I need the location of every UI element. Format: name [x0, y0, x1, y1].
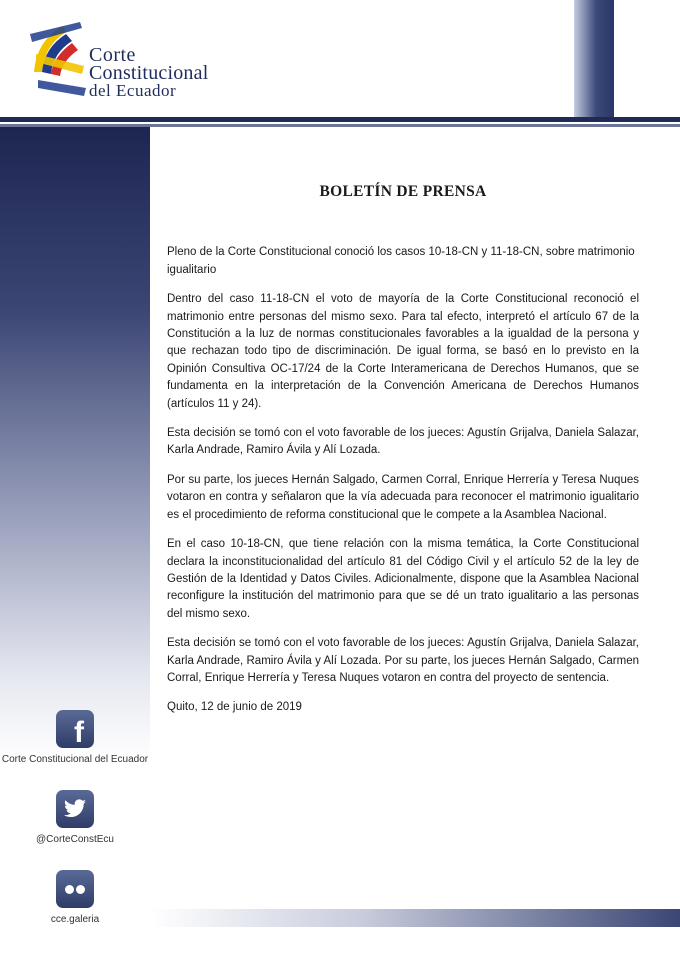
wordmark-line-1: Corte — [89, 44, 136, 66]
wordmark-line-2: Constitucional — [89, 62, 209, 84]
page-title: BOLETÍN DE PRENSA — [319, 183, 487, 200]
letterhead — [0, 0, 680, 118]
dateline: Quito, 12 de junio de 2019 — [167, 701, 302, 714]
wordmark-line-3: del Ecuador — [89, 81, 177, 100]
twitter-link[interactable] — [0, 790, 150, 845]
twitter-label: @CorteConstEcu — [36, 834, 114, 845]
twitter-icon[interactable] — [56, 790, 94, 828]
paragraph-1: Dentro del caso 11-18-CN el voto de mayoría de la Corte Constitucional reconoció el matrimonio entre personas del mismo sexo. Para tal efecto, interpretó el artículo 67 de la Constitución a la luz de normas constitucionales favorables a la igualdad de la persona y que rechazan todo tipo de discriminación. De igual forma, se basó en lo previsto en la Opinión Consultiva OC-17/24 de la Corte Interamericana de Derechos Humanos, que se fundamenta en la interpretación de la Convención Americana de Derechos Humanos (artículos 11 y 24). — [167, 293, 639, 410]
footer-gradient-bar — [150, 909, 680, 927]
flickr-label: cce.galeria — [50, 914, 100, 925]
facebook-label: Corte Constitucional del Ecuador — [1, 754, 149, 765]
paragraph-2: Esta decisión se tomó con el voto favorable de los jueces: Agustín Grijalva, Daniela Salazar, Karla Andrade, Ramiro Ávila y Alí Lozada. — [167, 427, 639, 457]
facebook-icon[interactable]: f — [56, 710, 94, 748]
paragraph-3: Por su parte, los jueces Hernán Salgado, Carmen Corral, Enrique Herrería y Teresa Nuques votaron en contra y señalaron que la vía adecuada para reconocer el matrimonio igualitario es el procedimiento de reforma constitucional que le compete a la Asamblea Nacional. — [167, 473, 639, 521]
press-release-body — [167, 183, 639, 729]
header-accent-bar — [574, 0, 614, 118]
court-name-wordmark — [89, 46, 208, 100]
paragraph-5: Esta decisión se tomó con el voto favorable de los jueces: Agustín Grijalva, Daniela Salazar, Karla Andrade, Ramiro Ávila y Alí Lozada. Por su parte, los jueces Hernán Salgado, Carmen Corral, Enrique Herrería y Teresa Nuques votaron en contra del proyecto de sentencia. — [167, 637, 639, 684]
flickr-icon[interactable] — [56, 870, 94, 908]
flickr-link[interactable] — [0, 870, 150, 925]
court-logo-mark — [22, 14, 92, 104]
facebook-link[interactable] — [0, 710, 150, 765]
paragraph-4: En el caso 10-18-CN, que tiene relación con la misma temática, la Corte Constitucional declara la inconstitucionalidad del artículo 81 del Código Civil y el artículo 52 de la ley de Gestión de la Identidad y Datos Civiles. Adicionalmente, dispone que la Asamblea Nacional reconfigure la institución del matrimonio para que se dé un trato igualitario a las personas del mismo sexo. — [167, 538, 639, 620]
header-divider — [0, 117, 680, 122]
paragraph-headline: Pleno de la Corte Constitucional conoció los casos 10-18-CN y 11-18-CN, sobre matrimonio igualitario — [167, 246, 635, 276]
